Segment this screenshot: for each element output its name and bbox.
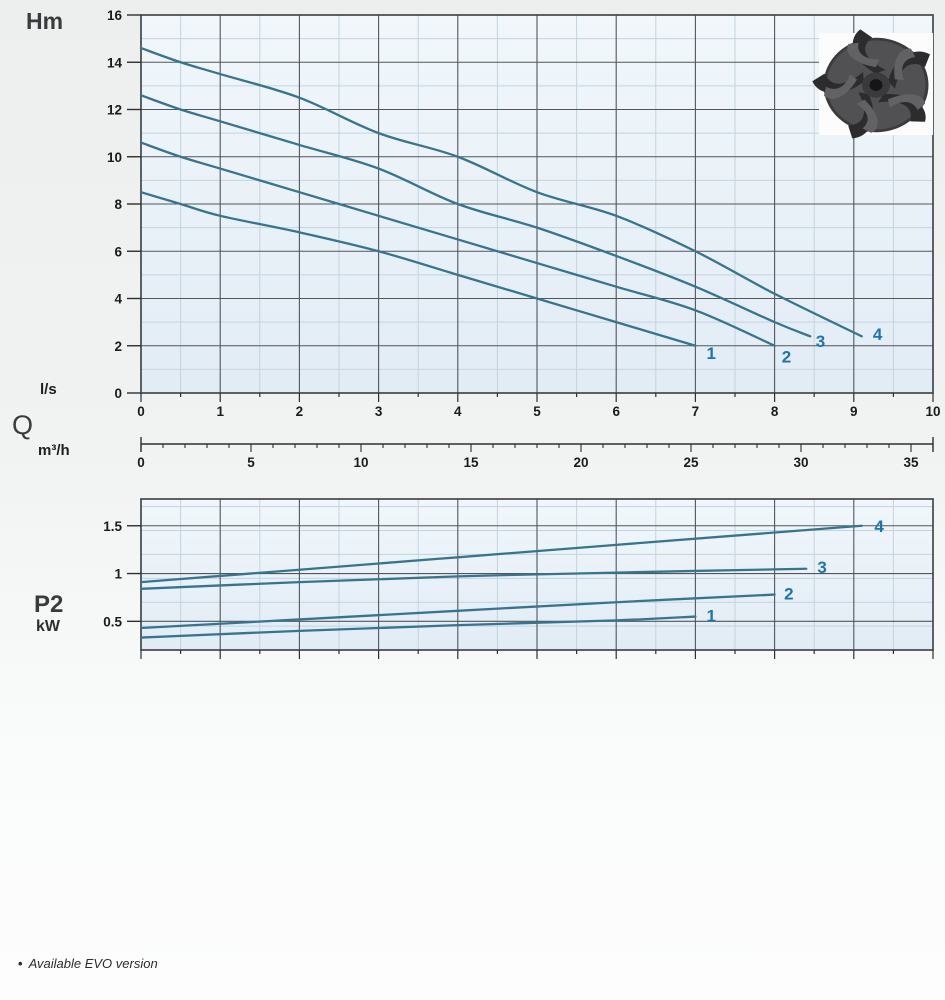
svg-text:0.5: 0.5 <box>103 614 122 630</box>
svg-text:14: 14 <box>106 55 122 71</box>
flow-m3h-unit-label: m³/h <box>38 442 70 459</box>
curve-label-3: 3 <box>815 332 826 352</box>
svg-text:1.5: 1.5 <box>103 518 122 534</box>
flow-ls-unit-label: l/s <box>40 381 57 398</box>
svg-text:8: 8 <box>770 404 779 419</box>
curve-label-3: 3 <box>817 557 827 577</box>
svg-text:5: 5 <box>247 455 255 470</box>
svg-text:3: 3 <box>374 404 383 419</box>
svg-text:8: 8 <box>114 197 122 212</box>
curve-label-2: 2 <box>781 347 792 367</box>
curve-label-2: 2 <box>784 584 794 604</box>
svg-text:16: 16 <box>106 8 122 23</box>
head-curves <box>107 8 941 419</box>
svg-text:10: 10 <box>353 455 369 470</box>
power-unit-label: kW <box>36 618 60 635</box>
svg-text:10: 10 <box>925 404 941 419</box>
flow-q-label: Q <box>12 410 34 440</box>
svg-text:1: 1 <box>216 404 224 419</box>
curve-label-1: 1 <box>706 343 716 363</box>
svg-text:4: 4 <box>114 291 122 307</box>
svg-text:30: 30 <box>793 455 809 470</box>
svg-text:0: 0 <box>137 455 145 470</box>
svg-text:6: 6 <box>114 244 122 260</box>
q-m3h-axis <box>137 437 933 470</box>
svg-text:12: 12 <box>106 102 122 118</box>
svg-text:9: 9 <box>850 404 858 419</box>
evo-footnote <box>18 956 158 971</box>
svg-text:2: 2 <box>114 338 122 354</box>
footnote-text: Available EVO version <box>28 956 158 971</box>
svg-text:4: 4 <box>454 404 462 419</box>
impeller-image <box>810 28 933 140</box>
svg-text:0: 0 <box>114 386 122 401</box>
svg-text:20: 20 <box>573 455 589 470</box>
curve-label-4: 4 <box>872 324 883 344</box>
svg-text:25: 25 <box>683 455 699 470</box>
power-curves <box>103 499 933 659</box>
svg-text:7: 7 <box>691 404 700 419</box>
svg-text:0: 0 <box>137 404 145 419</box>
svg-text:1: 1 <box>114 566 122 582</box>
svg-text:35: 35 <box>903 455 919 470</box>
svg-text:5: 5 <box>533 404 541 419</box>
svg-text:15: 15 <box>463 455 479 470</box>
curve-label-1: 1 <box>706 606 716 626</box>
svg-text:2: 2 <box>295 404 304 419</box>
footnote-bullet-icon: • <box>18 956 23 971</box>
power-axis-label: P2 <box>34 591 64 618</box>
curve-label-4: 4 <box>874 516 884 536</box>
svg-text:10: 10 <box>106 149 122 165</box>
head-axis-label: Hm <box>26 8 64 34</box>
svg-text:6: 6 <box>612 404 620 419</box>
